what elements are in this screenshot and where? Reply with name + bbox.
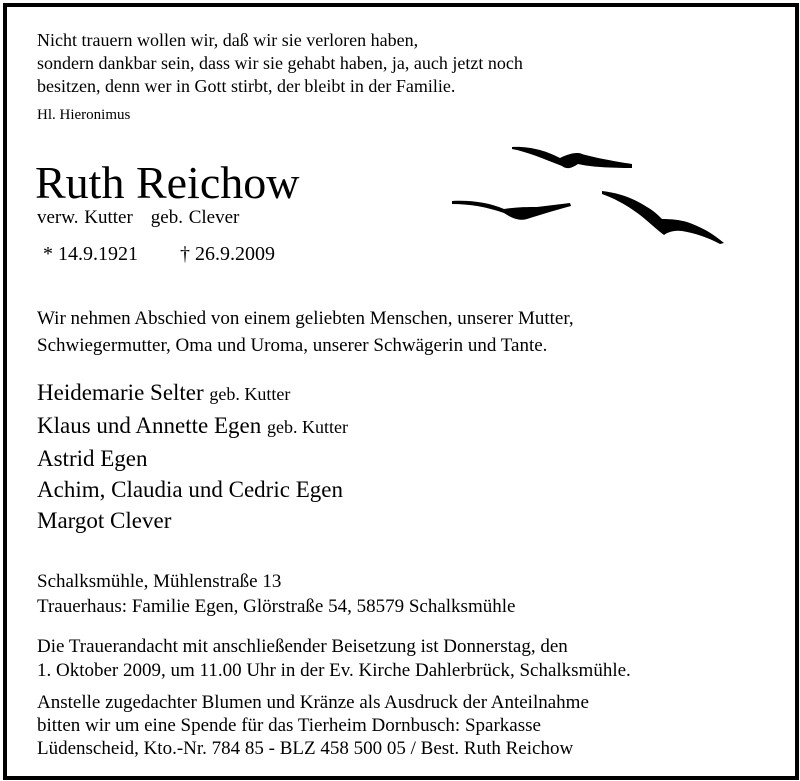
farewell-line: Wir nehmen Abschied von einem geliebten Menschen, unserer Mutter, <box>37 308 574 329</box>
mourner-row <box>37 505 348 536</box>
life-dates <box>43 243 275 266</box>
donation-info <box>37 691 589 760</box>
obituary-frame <box>3 3 799 780</box>
bird-icon <box>452 201 571 220</box>
mourner-name: Astrid Egen <box>37 446 148 471</box>
farewell-text <box>37 305 574 359</box>
mourner-name: Heidemarie Selter <box>37 380 204 405</box>
donation-line: Lüdenscheid, Kto.-Nr. 784 85 - BLZ 458 500 05 / Best. Ruth Reichow <box>37 738 574 759</box>
service-line: Die Trauerandacht mit anschließender Beisetzung ist Donnerstag, den <box>37 636 568 657</box>
mourner-row <box>37 443 348 474</box>
mourner-name: Klaus und Annette Egen <box>37 413 262 438</box>
mourner-note: geb. Kutter <box>266 417 348 437</box>
deceased-name: Ruth Reichow <box>35 157 300 208</box>
mourner-row <box>37 474 348 505</box>
mourner-name: Margot Clever <box>37 508 172 533</box>
service-line: 1. Oktober 2009, um 11.00 Uhr in der Ev. Kirche Dahlerbrück, Schalksmühle. <box>37 660 631 681</box>
quote-line: sondern dankbar sein, dass wir sie gehabt haben, ja, auch jetzt noch <box>37 53 523 73</box>
farewell-line: Schwiegermutter, Oma und Uroma, unserer Schwägerin und Tante. <box>37 335 548 356</box>
mourner-row <box>37 377 348 410</box>
service-info <box>37 635 631 683</box>
deceased-former-names <box>37 207 239 229</box>
donation-line: bitten wir um eine Spende für das Tierheim Dornbusch: Sparkasse <box>37 715 541 736</box>
quote-line: besitzen, denn wer in Gott stirbt, der bleibt in der Familie. <box>37 76 456 96</box>
address-line: Schalksmühle, Mühlenstraße 13 <box>37 571 282 592</box>
address-block <box>37 569 515 619</box>
quote-line: Nicht trauern wollen wir, daß wir sie verloren haben, <box>37 30 419 50</box>
bird-icon <box>602 191 724 244</box>
donation-line: Anstelle zugedachter Blumen und Kränze als Ausdruck der Anteilnahme <box>37 692 589 713</box>
birth-date: * 14.9.1921 <box>43 243 138 265</box>
birth-name: geb. Clever <box>150 207 240 228</box>
mourner-name: Achim, Claudia und Cedric Egen <box>37 477 343 502</box>
widowed-name: verw. Kutter <box>37 207 133 228</box>
mourner-row <box>37 410 348 443</box>
bird-icon <box>512 147 632 168</box>
flying-birds-icon <box>442 137 742 252</box>
memorial-quote <box>37 29 523 98</box>
mourners-list <box>37 377 348 536</box>
quote-attribution: Hl. Hieronimus <box>37 107 131 123</box>
mourner-note: geb. Kutter <box>209 384 291 404</box>
death-date: † 26.9.2009 <box>180 243 275 265</box>
address-line: Trauerhaus: Familie Egen, Glörstraße 54, 58579 Schalksmühle <box>37 596 516 617</box>
